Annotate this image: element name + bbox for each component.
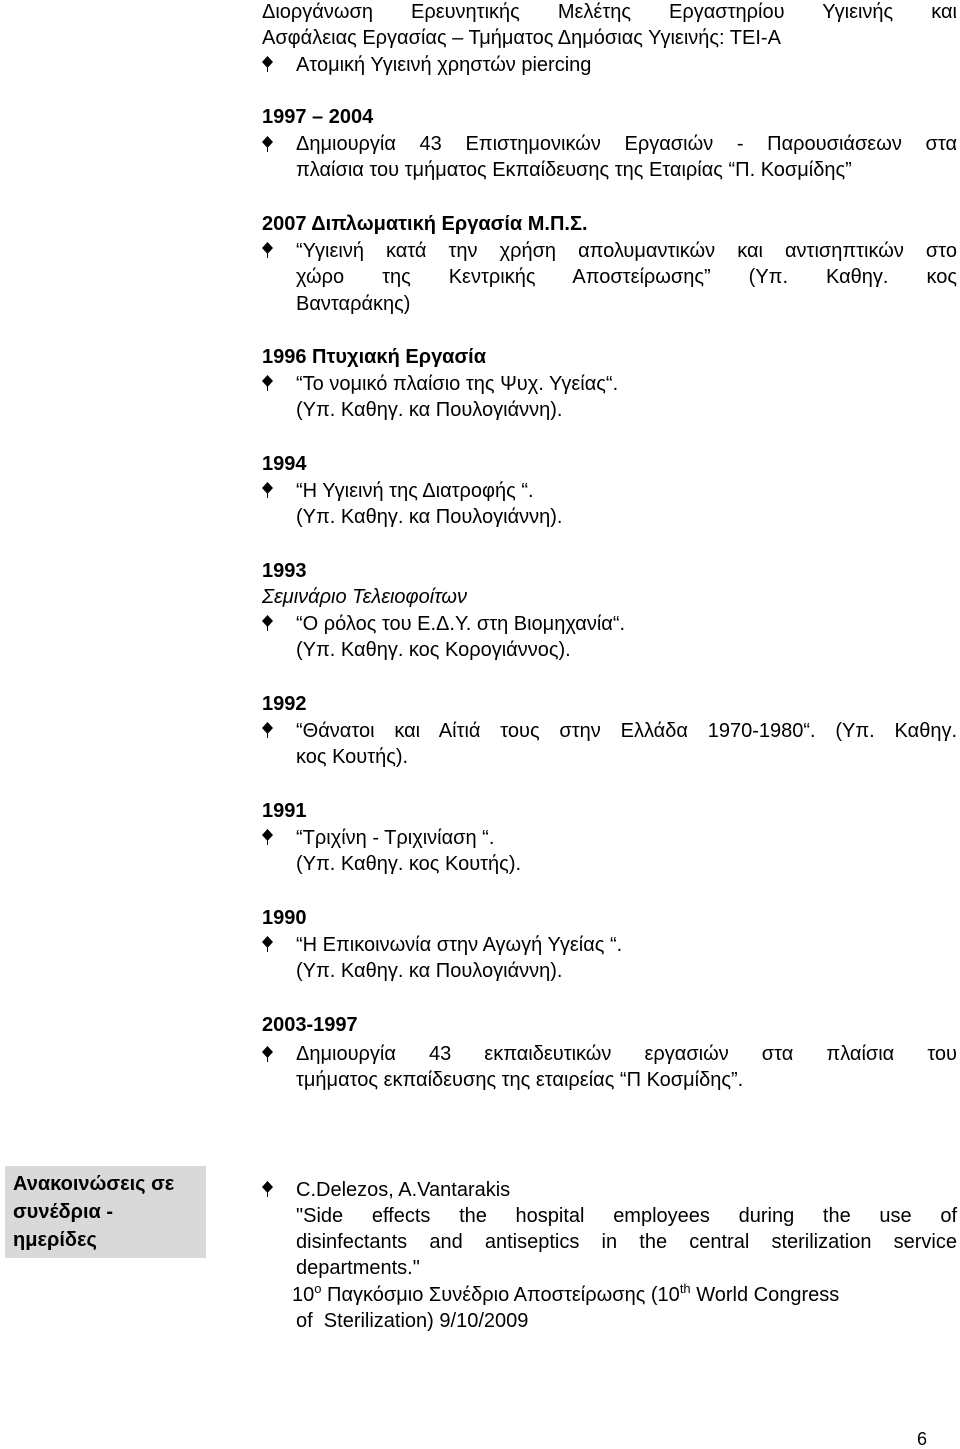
event-english-text: World Congress xyxy=(690,1284,840,1306)
section-label-line: Ανακοινώσεις σε xyxy=(13,1173,175,1195)
entry-heading: 1997 – 2004 xyxy=(262,106,374,128)
entry-line: τμήματος εκπαίδευσης της εταιρείας “Π Κοσμίδης”. xyxy=(296,1069,744,1091)
entry-line: “Ο ρόλος του Ε.Δ.Υ. στη Βιομηχανία“. xyxy=(296,613,626,635)
entry-line: Βανταράκης) xyxy=(296,293,411,315)
entry-line: (Υπ. Καθηγ. κα Πουλογιάννη). xyxy=(296,399,563,421)
entry-line: Δημιουργία 43 Επιστημονικών Εργασιών - Παρουσιάσεων στα xyxy=(296,133,957,155)
entry-line: (Υπ. Καθηγ. κα Πουλογιάννη). xyxy=(296,506,563,528)
entry-heading: 1994 xyxy=(262,453,307,475)
page-number: 6 xyxy=(917,1429,928,1449)
conference-event-line-2: of Sterilization) 9/10/2009 xyxy=(296,1310,529,1332)
entry-line: κος Κουτής). xyxy=(296,746,409,768)
entry-heading: 2003-1997 xyxy=(262,1014,358,1036)
top-line-1: Διοργάνωση Ερευνητικής Μελέτης Εργαστηρίου Υγιεινής και xyxy=(262,1,957,23)
entry-heading: 1991 xyxy=(262,800,307,822)
entry-line: “Υγιεινή κατά την χρήση απολυμαντικών και αντισηπτικών στο xyxy=(296,240,957,262)
bullet-diamond-icon xyxy=(262,936,273,952)
section-label-line: συνέδρια - xyxy=(13,1201,114,1223)
bullet-diamond-icon xyxy=(262,482,273,498)
entry-line: “Το νομικό πλαίσιο της Ψυχ. Υγείας“. xyxy=(296,373,619,395)
entry-subheading: Σεμινάριο Τελειοφοίτων xyxy=(262,586,467,608)
entry-line: “Τριχίνη - Τριχινίαση “. xyxy=(296,827,495,849)
entry-line: Δημιουργία 43 εκπαιδευτικών εργασιών στα πλαίσια του xyxy=(296,1043,957,1065)
entry-line: πλαίσια του τμήματος Εκπαίδευσης της Εταιρίας “Π. Κοσμίδης” xyxy=(296,159,852,181)
bullet-diamond-icon xyxy=(262,829,273,845)
entry-line: “Θάνατοι και Αίτιά τους στην Ελλάδα 1970-1980“. (Υπ. Καθηγ. xyxy=(296,720,957,742)
bullet-diamond-icon xyxy=(262,615,273,631)
conference-event xyxy=(292,1283,839,1307)
entry-heading: 2007 Διπλωματική Εργασία Μ.Π.Σ. xyxy=(262,213,588,235)
entry-heading: 1993 xyxy=(262,560,307,582)
entry-line: χώρο της Κεντρικής Αποστείρωσης” (Υπ. Καθηγ. κος xyxy=(296,266,957,288)
conference-authors: C.Delezos, A.Vantarakis xyxy=(296,1179,511,1201)
entry-heading: 1996 Πτυχιακή Εργασία xyxy=(262,346,487,368)
entry-line: “Η Επικοινωνία στην Αγωγή Υγείας “. xyxy=(296,934,623,956)
entry-line: (Υπ. Καθηγ. κος Κουτής). xyxy=(296,853,522,875)
entry-line: (Υπ. Καθηγ. κα Πουλογιάννη). xyxy=(296,960,563,982)
section-label-box xyxy=(5,1166,206,1258)
bullet-diamond-icon xyxy=(262,375,273,391)
conference-title-line: disinfectants and antiseptics in the central sterilization service xyxy=(296,1231,957,1253)
entry-heading: 1992 xyxy=(262,693,307,715)
event-number: 10 xyxy=(292,1284,315,1306)
bullet-diamond-icon xyxy=(262,136,273,152)
entry-heading: 1990 xyxy=(262,907,307,929)
section-label-line: ημερίδες xyxy=(13,1229,97,1251)
top-bullet-text: Ατομική Υγιεινή χρηστών piercing xyxy=(296,54,592,76)
event-th-sup: th xyxy=(679,1281,691,1296)
top-line-2: Ασφάλειας Εργασίας – Τμήματος Δημόσιας Υγιεινής: ΤΕΙ-Α xyxy=(262,27,781,49)
event-greek-text: Παγκόσμιο Συνέδριο Αποστείρωσης (10 xyxy=(321,1284,680,1306)
conference-title-line: departments." xyxy=(296,1257,420,1279)
bullet-diamond-icon xyxy=(262,1046,273,1062)
entry-line: (Υπ. Καθηγ. κος Κορογιάννος). xyxy=(296,639,571,661)
bullet-diamond-icon xyxy=(262,56,273,72)
bullet-diamond-icon xyxy=(262,242,273,258)
event-number-sup: ο xyxy=(314,1281,322,1296)
entry-line: “Η Υγιεινή της Διατροφής “. xyxy=(296,480,534,502)
bullet-diamond-icon xyxy=(262,722,273,738)
conference-title-line: "Side effects the hospital employees during the use of xyxy=(296,1205,957,1227)
bullet-diamond-icon xyxy=(262,1181,273,1197)
